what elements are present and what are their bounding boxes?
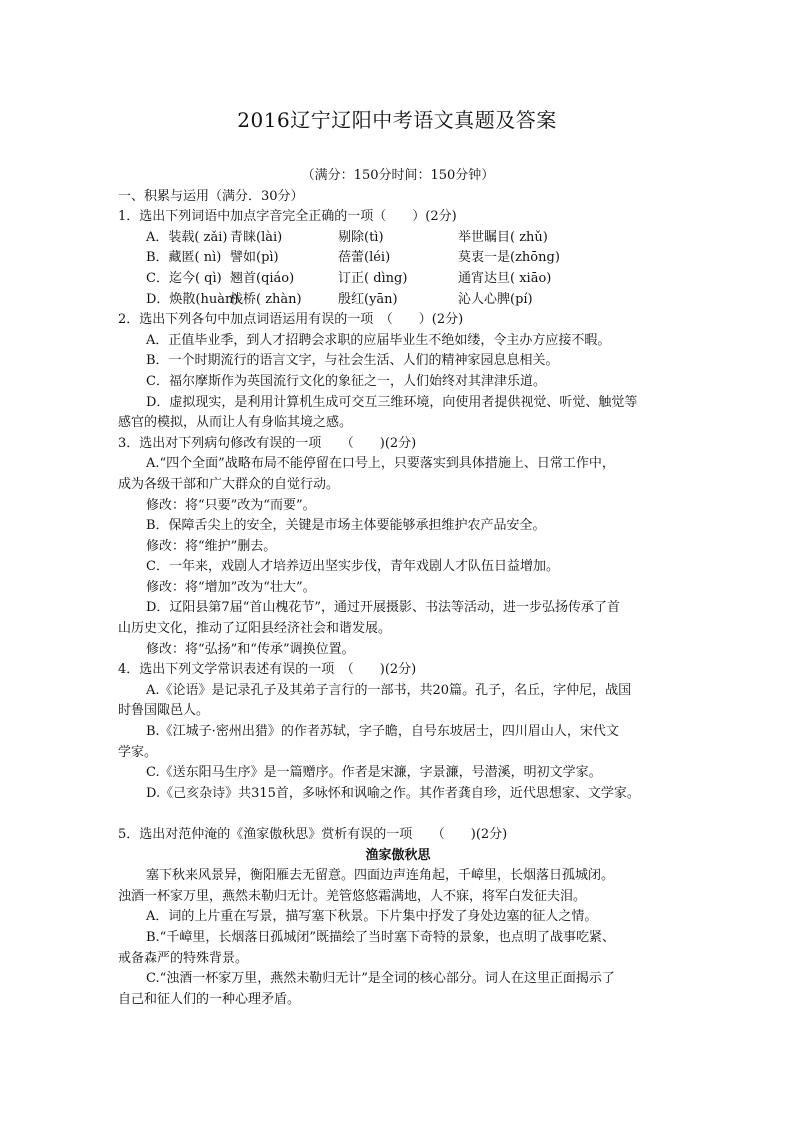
option-word: 青睐(lài) <box>230 229 283 245</box>
question-4-option-a: A.《论语》是记录孔子及其弟子言行的一部书，共20篇。孔子，名丘，字仲尼，战国 <box>146 682 632 698</box>
option-word: D．焕散(huàn) <box>146 291 239 307</box>
question-5-option-c: C.“浊酒一杯家万里，燕然未勒归无计”是全词的核心部分。词人在这里正面揭示了 <box>146 971 615 987</box>
question-5-stem: 5．选出对范仲淹的《渔家傲秋思》赏析有误的一项 （ )(2分) <box>118 827 508 842</box>
option-word: 殷红(yān) <box>338 291 398 307</box>
question-4-option-b: B.《江城子·密州出猎》的作者苏轼，字子瞻，自号东坡居士，四川眉山人，宋代文 <box>146 724 619 740</box>
question-2-option-d: D．虚拟现实，是利用计算机生成可交互三维环境，向使用者提供视觉、听觉、触觉等 <box>146 394 638 410</box>
question-4-option-d: D.《己亥杂诗》共315首，多咏怀和讽喻之作。其作者龚自珍，近代思想家、文学家。 <box>146 785 640 801</box>
question-5-option-c-cont: 自己和征人们的一种心理矛盾。 <box>118 991 301 1007</box>
question-3-option-d-cont: 山历史文化，推动了辽阳县经济社会和谐发展。 <box>118 621 392 637</box>
question-2-stem: 2．选出下列各句中加点词语运用有误的一项 （ ）(2分) <box>118 312 464 328</box>
question-3-fix-b: 修改：将“维护”删去。 <box>146 538 277 554</box>
question-3-option-b: B．保障舌尖上的安全，关键是市场主体要能够承担维护农产品安全。 <box>146 518 546 534</box>
option-word: 举世瞩目( zhǔ) <box>458 229 548 245</box>
option-word: 通宵达旦( xiāo) <box>458 270 552 286</box>
option-word: 剔除(tì) <box>338 229 384 245</box>
option-word: 翘首(qiáo) <box>230 270 295 286</box>
question-5-option-b: B.“千嶂里，长烟落日孤城闭”既描绘了当时塞下奇特的景象，也点明了战事吃紧、 <box>146 929 615 945</box>
question-2-option-b: B．一个时期流行的语言文字，与社会生活、人们的精神家园息息相关。 <box>146 353 559 369</box>
question-1-stem: 1．选出下列词语中加点字音完全正确的一项（ ）(2分) <box>118 209 457 225</box>
question-3-option-c: C．一年来，戏剧人才培养迈出坚实步伐，青年戏剧人才队伍日益增加。 <box>146 559 559 575</box>
question-1-option-d <box>118 290 678 311</box>
question-2-option-a: A．正值毕业季，到人才招聘会求职的应届毕业生不绝如缕，令主办方应接不暇。 <box>146 332 611 348</box>
score-line: （满分：150分时间：150分钟） <box>301 168 495 183</box>
option-word: 莫衷一是(zhōng) <box>458 250 560 266</box>
question-5-option-a: A．词的上片重在写景，描写塞下秋景。下片集中抒发了身处边塞的征人之情。 <box>146 909 598 925</box>
poem-line-1: 塞下秋来风景异，衡阳雁去无留意。四面边声连角起，千嶂里，长烟落日孤城闭。 <box>146 868 615 884</box>
question-1-option-a <box>118 228 678 249</box>
document-body <box>118 166 678 1010</box>
question-1-option-b <box>118 248 678 269</box>
question-4-option-b-cont: 学家。 <box>118 744 158 760</box>
option-word: 譬如(pì) <box>230 250 279 266</box>
question-3-option-d: D．辽阳县第7届“首山槐花节”，通过开展摄影、书法等活动，进一步弘扬传承了首 <box>146 600 620 616</box>
question-3-fix-d: 修改：将“弘扬”和“传承”调换位置。 <box>146 641 355 657</box>
option-word: A．装载( zǎi) <box>146 229 228 245</box>
question-4-stem: 4．选出下列文学常识表述有误的一项 （ )(2分) <box>118 662 417 678</box>
poem-line-2: 浊酒一杯家万里，燕然未勒归无计。羌管悠悠霜满地，人不寐，将军白发征夫泪。 <box>118 888 587 904</box>
question-2-option-c: C．福尔摩斯作为英国流行文化的象征之一，人们始终对其津津乐道。 <box>146 373 546 389</box>
question-1-option-c <box>118 269 678 290</box>
option-word: 订正( dìng) <box>338 270 408 286</box>
option-word: C．迄今( qì) <box>146 270 222 286</box>
page-title: 2016辽宁辽阳中考语文真题及答案 <box>237 108 557 132</box>
spacer <box>118 804 678 825</box>
question-4-option-a-cont: 时鲁国陬邑人。 <box>118 703 210 719</box>
question-3-option-a: A.“四个全面”战略布局不能停留在口号上，只要落实到具体措施上、日常工作中， <box>146 456 615 472</box>
question-3-option-a-cont: 成为各级干部和广大群众的自觉行动。 <box>118 476 340 492</box>
question-4-option-c: C.《送东阳马生序》是一篇赠序。作者是宋濂，字景濂，号潜溪，明初文学家。 <box>146 765 602 781</box>
poem-title: 渔家傲秋思 <box>365 847 431 863</box>
section-heading: 一、积累与运用（满分．30分） <box>118 188 304 204</box>
option-word: 蓓蕾(léi) <box>338 250 391 266</box>
option-word: B．藏匿( nì) <box>146 250 222 266</box>
question-3-stem: 3．选出对下列病句修改有误的一项 （ )(2分) <box>118 435 417 451</box>
option-word: 沁人心脾(pí) <box>458 291 533 307</box>
question-2-option-d-cont: 感官的模拟，从而让人有身临其境之感。 <box>118 415 353 431</box>
question-5-option-b-cont: 戒备森严的特殊背景。 <box>118 950 249 966</box>
option-word: 栈桥( zhàn) <box>230 291 302 307</box>
question-3-fix-a: 修改：将“只要”改为“而要”。 <box>146 497 316 513</box>
question-3-fix-c: 修改：将“增加”改为“壮大”。 <box>146 579 316 595</box>
